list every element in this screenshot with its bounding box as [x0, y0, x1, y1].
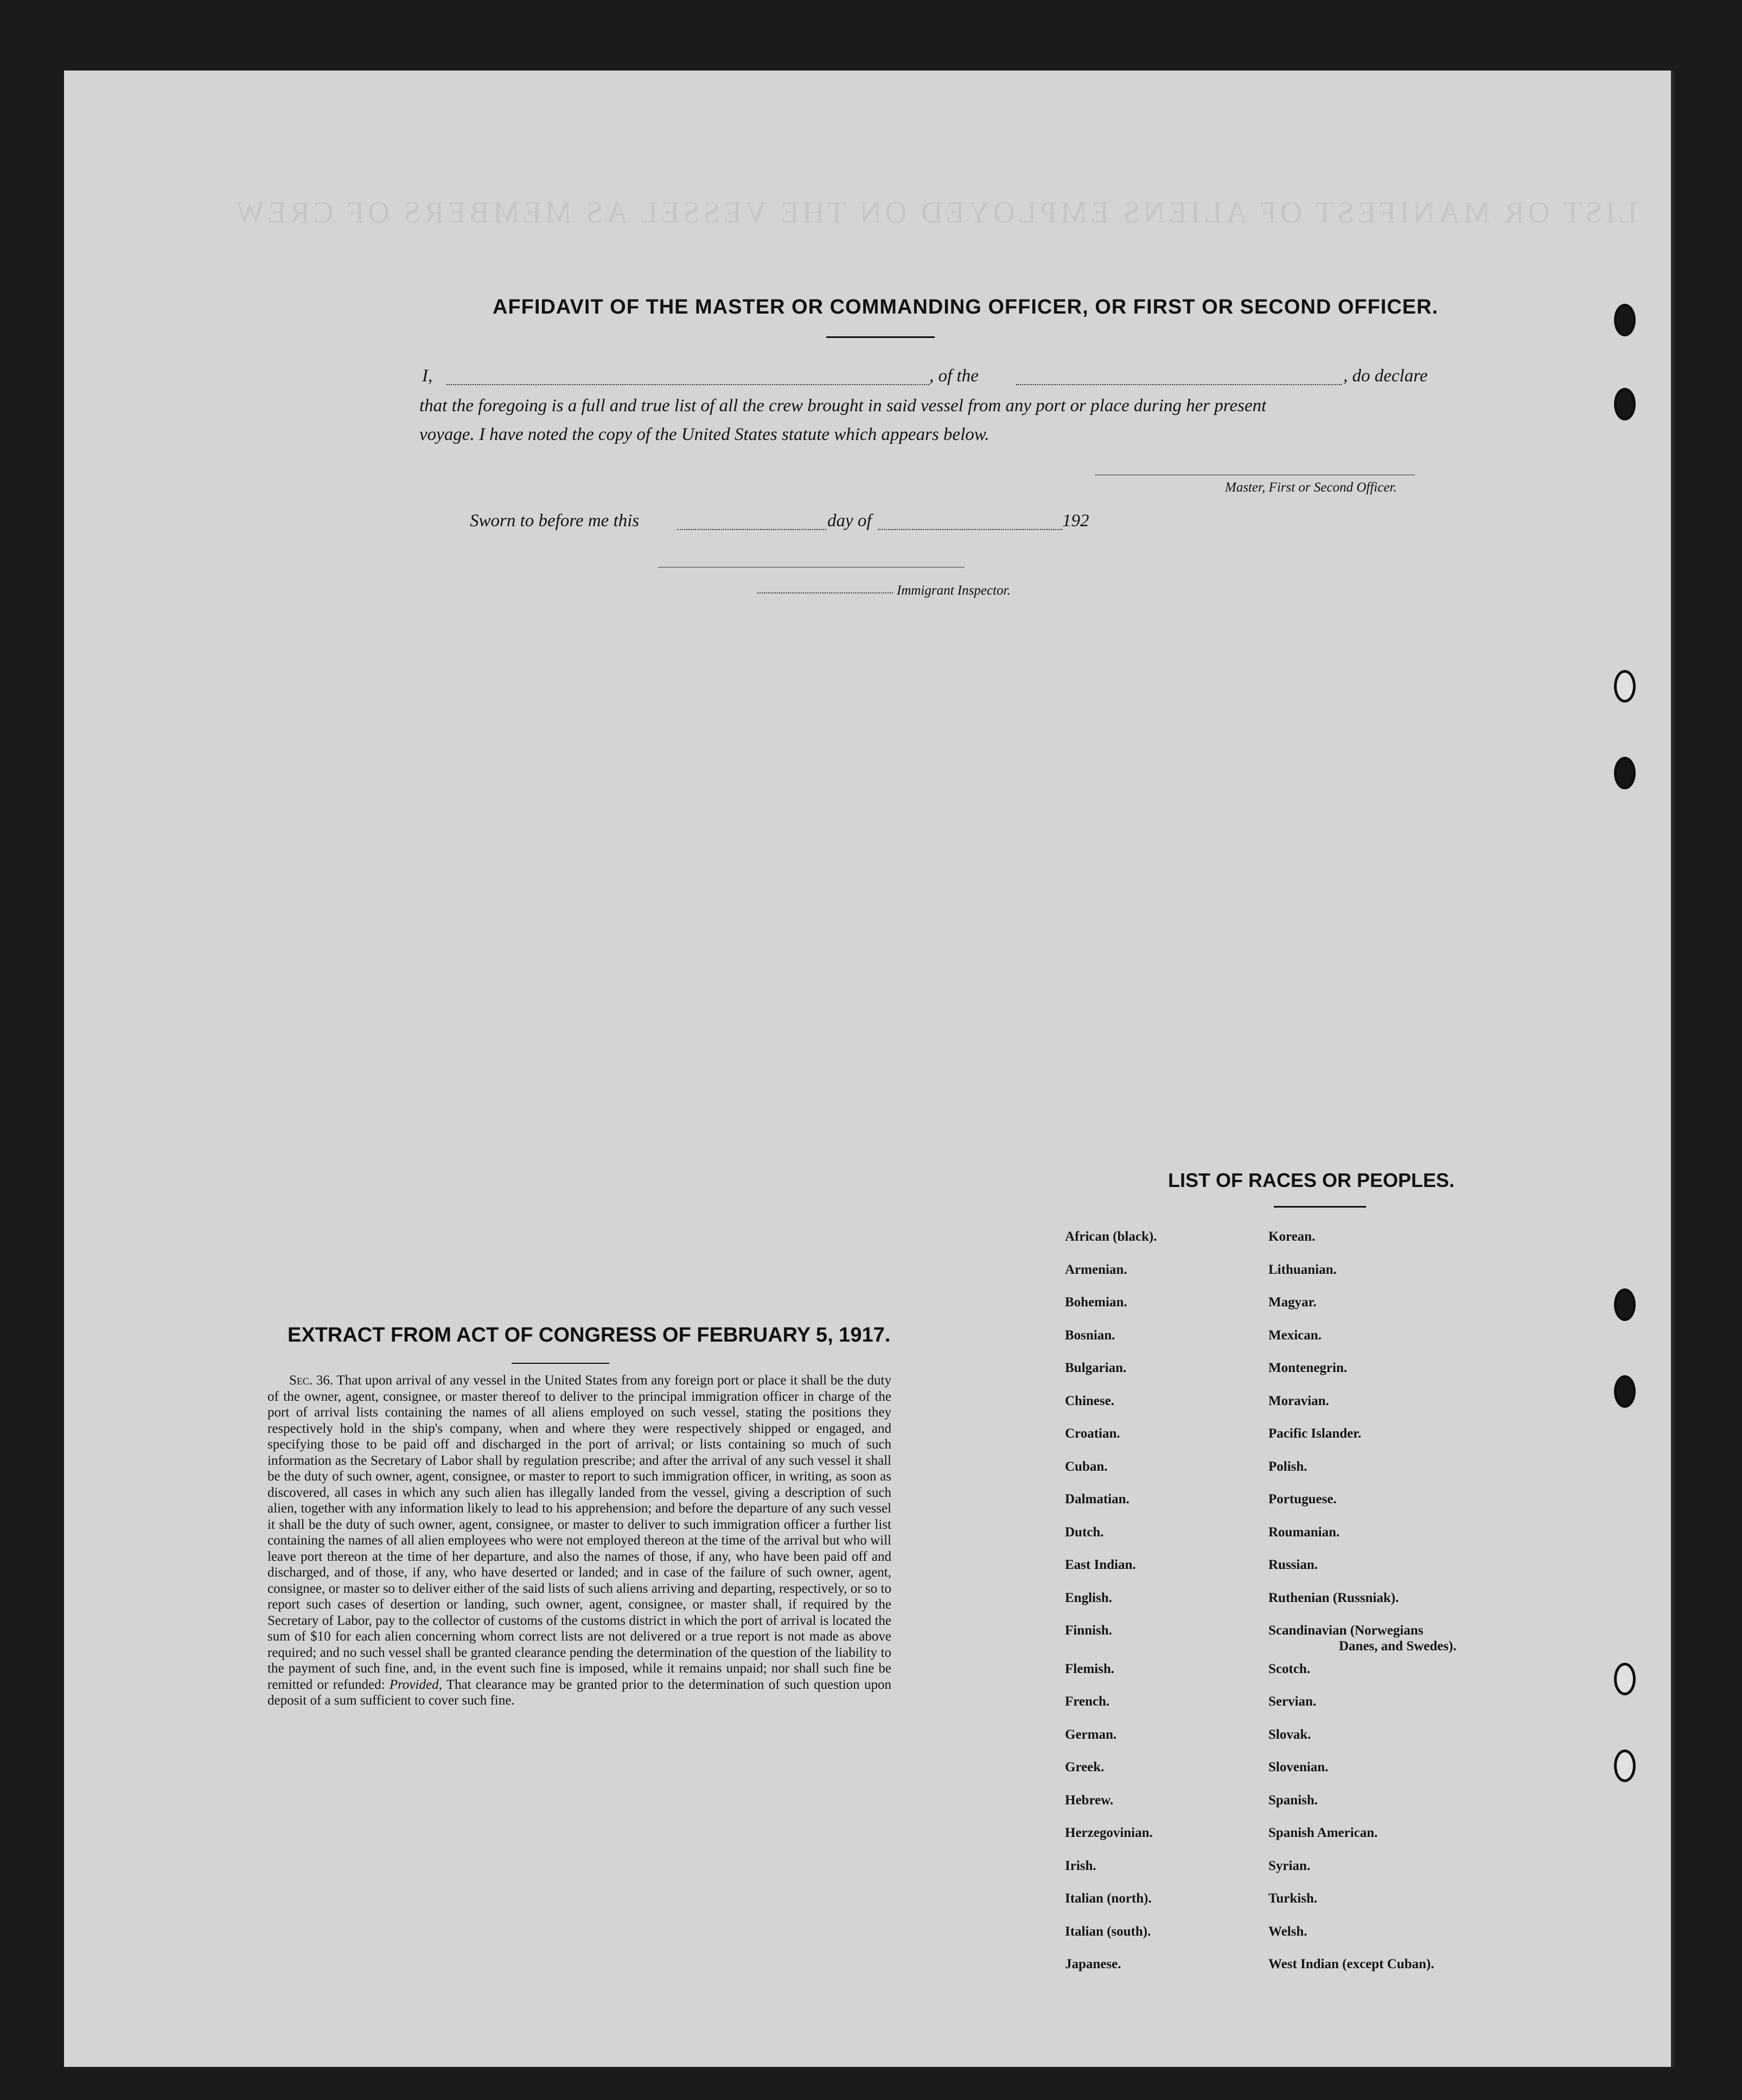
- race-item: Bulgarian.: [1065, 1361, 1127, 1375]
- race-item: Irish.: [1065, 1858, 1096, 1873]
- binder-hole: [1614, 757, 1636, 789]
- race-item: West Indian (except Cuban).: [1268, 1957, 1434, 1971]
- year-prefix: 192: [1062, 511, 1089, 531]
- race-item: Danes, and Swedes).: [1339, 1639, 1457, 1654]
- race-item: Spanish American.: [1268, 1825, 1378, 1840]
- title-rule: [826, 336, 935, 338]
- race-item: Pacific Islander.: [1268, 1426, 1362, 1441]
- of-the-text: , of the: [929, 366, 979, 386]
- declarant-name-blank: [446, 384, 929, 385]
- extract-title: EXTRACT FROM ACT OF CONGRESS OF FEBRUARY 5, 1917.: [288, 1324, 891, 1346]
- race-item: Turkish.: [1268, 1891, 1318, 1906]
- race-item: Dutch.: [1065, 1524, 1104, 1540]
- section-number: Sec. 36.: [289, 1373, 334, 1388]
- binder-hole: [1614, 388, 1636, 420]
- race-item: Cuban.: [1065, 1459, 1108, 1474]
- race-item: Lithuanian.: [1268, 1262, 1337, 1277]
- binder-hole: [1614, 1750, 1636, 1782]
- race-item: Moravian.: [1268, 1393, 1329, 1408]
- race-item: Hebrew.: [1065, 1792, 1114, 1808]
- sworn-text: Sworn to before me this: [470, 511, 640, 531]
- race-item: French.: [1065, 1694, 1110, 1709]
- race-item: Russian.: [1268, 1558, 1318, 1572]
- binder-hole: [1614, 1288, 1636, 1321]
- binder-hole: [1614, 1663, 1636, 1695]
- race-item: Syrian.: [1268, 1858, 1311, 1873]
- inspector-signature-blank: [757, 592, 893, 593]
- inspector-label: Immigrant Inspector.: [897, 583, 1011, 598]
- document-page: [64, 71, 1674, 2067]
- affidavit-title: AFFIDAVIT OF THE MASTER OR COMMANDING OFFICER, OR FIRST OR SECOND OFFICER.: [493, 296, 1439, 318]
- race-item: Dalmatian.: [1065, 1492, 1130, 1507]
- declarant-prefix: I,: [422, 366, 433, 386]
- race-item: Flemish.: [1065, 1661, 1114, 1676]
- races-title-rule: [1274, 1206, 1366, 1208]
- race-item: Bosnian.: [1065, 1327, 1115, 1343]
- race-item: Scotch.: [1268, 1661, 1311, 1676]
- race-item: Montenegrin.: [1268, 1361, 1348, 1375]
- race-item: Italian (north).: [1065, 1891, 1152, 1906]
- section-text-end: That clearance may be granted prior to the determination of such question upon deposit of a sum sufficient to cover such fine.: [267, 1677, 891, 1708]
- extract-body: [267, 1373, 891, 1709]
- race-item: Armenian.: [1065, 1262, 1127, 1277]
- race-item: African (black).: [1065, 1229, 1157, 1244]
- vessel-name-blank: [1016, 384, 1342, 385]
- race-item: Spanish.: [1268, 1792, 1318, 1808]
- race-item: Scandinavian (Norwegians: [1268, 1623, 1424, 1638]
- race-item: Slovak.: [1268, 1727, 1311, 1742]
- declaration-line-3: voyage. I have noted the copy of the United States statute which appears below.: [419, 425, 990, 444]
- race-item: English.: [1065, 1590, 1112, 1605]
- binder-hole: [1614, 1375, 1636, 1408]
- bleed-through-text: LIST OR MANIFEST OF ALIENS EMPLOYED ON THE VESSEL AS MEMBERS OF CREW: [232, 196, 1637, 229]
- binder-hole: [1614, 670, 1636, 703]
- race-item: Korean.: [1268, 1229, 1316, 1244]
- race-item: Bohemian.: [1065, 1295, 1127, 1310]
- declaration-line-2: that the foregoing is a full and true list of all the crew brought in said vessel from any port or place during her present: [419, 396, 1267, 416]
- sworn-day-blank: [677, 529, 826, 530]
- race-item: Servian.: [1268, 1694, 1317, 1709]
- race-item: Finnish.: [1065, 1623, 1112, 1638]
- race-item: Japanese.: [1065, 1957, 1121, 1971]
- race-item: Slovenian.: [1268, 1760, 1329, 1775]
- race-item: East Indian.: [1065, 1558, 1136, 1572]
- race-item: Croatian.: [1065, 1426, 1120, 1441]
- race-item: Polish.: [1268, 1459, 1307, 1474]
- race-item: Magyar.: [1268, 1295, 1317, 1310]
- race-item: Ruthenian (Russniak).: [1268, 1590, 1399, 1605]
- race-item: Portuguese.: [1268, 1492, 1337, 1507]
- race-item: Italian (south).: [1065, 1924, 1151, 1939]
- binder-hole: [1614, 304, 1636, 336]
- race-item: German.: [1065, 1727, 1117, 1742]
- race-item: Welsh.: [1268, 1924, 1307, 1939]
- day-of-text: day of: [827, 511, 872, 531]
- race-item: Chinese.: [1065, 1393, 1114, 1408]
- extract-title-rule: [512, 1363, 609, 1364]
- race-item: Roumanian.: [1268, 1524, 1340, 1540]
- provided-keyword: Provided,: [389, 1677, 442, 1692]
- races-title: LIST OF RACES OR PEOPLES.: [1168, 1169, 1455, 1191]
- section-text: That upon arrival of any vessel in the United States from any foreign port or place it shall be the duty of the owner, agent, consignee, or master thereof to deliver to the principal immigration officer in charge of the port of arrival lists containing the names of all aliens employed on such vessel, stating the positions they respectively hold in the ship's company, when and where they were respectively shipped or engaged, and specifying those to be paid off and discharged in the port of arrival; or lists containing so much of such information as the Secretary of Labor shall by regulation prescribe; and after the arrival of any such vessel it shall be the duty of such owner, agent, consignee, or master to report to such immigration officer, in writing, as soon as discovered, all cases in which any such alien has illegally landed from the vessel, giving a description of such alien, together with any information likely to lead to his apprehension; and before the departure of any such vessel it shall be the duty of such owner, agent, consignee, or master to deliver to such immigration officer a further list containing the names of all alien employees who were not employed thereon at the time of the arrival but who will leave port thereon at the time of her departure, and also the names of those, if any, who have been paid off and discharged, and of those, if any, who have deserted or landed; and in case of the failure of such owner, agent, consignee, or master so to deliver either of the said lists of such aliens arriving and departing, respectively, or so to report such cases of desertion or landing, such owner, agent, consignee, or master shall, if required by the Secretary of Labor, pay to the collector of customs of the customs district in which the port of arrival is located the sum of $10 for each alien concerning whom correct lists are not delivered or a true report is not made as above required; and no such vessel shall be granted clearance pending the determination of the question of the liability to the payment of such fine, and, in the event such fine is imposed, while it remains unpaid; nor shall such fine be remitted or refunded:: [267, 1373, 891, 1692]
- race-item: Herzegovinian.: [1065, 1825, 1153, 1840]
- race-item: Mexican.: [1268, 1327, 1322, 1343]
- do-declare-text: , do declare: [1343, 366, 1428, 386]
- signature-label: Master, First or Second Officer.: [1225, 480, 1397, 495]
- race-item: Greek.: [1065, 1760, 1105, 1775]
- sworn-month-blank: [878, 529, 1062, 530]
